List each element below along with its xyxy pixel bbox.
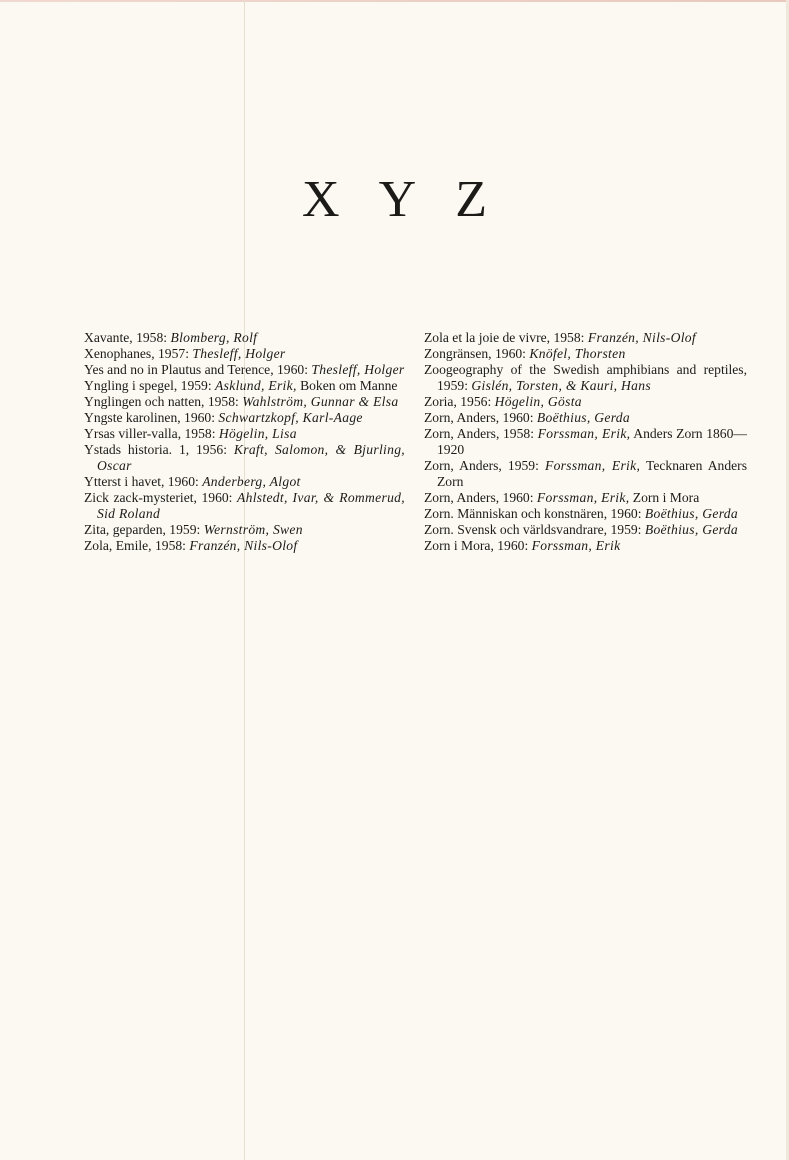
entry-title: Zongränsen, 1960 bbox=[424, 346, 523, 361]
index-entry: Zola, Emile, 1958: Franzén, Nils-Olof bbox=[84, 538, 298, 553]
index-entry: Zoria, 1956: Högelin, Gösta bbox=[424, 394, 582, 409]
entry-author: Wahlström, Gunnar & Elsa bbox=[242, 394, 399, 409]
entry-author: Boëthius, Gerda bbox=[644, 522, 738, 537]
entry-title: Xenophanes, 1957 bbox=[84, 346, 186, 361]
index-entry: Ytterst i havet, 1960: Anderberg, Algot bbox=[84, 474, 301, 489]
entry-author: Boëthius, Gerda bbox=[644, 506, 738, 521]
section-heading: X Y Z bbox=[301, 171, 501, 228]
entry-title: Zorn, Anders, 1960 bbox=[424, 410, 530, 425]
index-entry: Zita, geparden, 1959: Wernström, Swen bbox=[84, 522, 303, 537]
entry-author: Högelin, Lisa bbox=[218, 426, 297, 441]
entry-title: Zorn i Mora, 1960 bbox=[424, 538, 525, 553]
entry-title: Xavante, 1958 bbox=[84, 330, 164, 345]
index-entry: Yngste karolinen, 1960: Schwartzkopf, Karl-Aage bbox=[84, 410, 363, 425]
entry-author: Knöfel, Thorsten bbox=[529, 346, 626, 361]
entry-title: Ystads historia. 1, 1956 bbox=[84, 442, 224, 457]
entry-author: Forssman, Erik, bbox=[537, 426, 631, 441]
index-entry: Yngling i spegel, 1959: Asklund, Erik, Boken om Manne bbox=[84, 378, 398, 393]
entry-title: Zorn, Anders, 1960 bbox=[424, 490, 530, 505]
index-entry: Zola et la joie de vivre, 1958: Franzén, Nils-Olof bbox=[424, 330, 696, 345]
entry-author: Franzén, Nils-Olof bbox=[587, 330, 696, 345]
entry-author: Forssman, Erik, bbox=[544, 458, 641, 473]
entry-author: Boëthius, Gerda bbox=[536, 410, 631, 425]
index-entry: Zorn i Mora, 1960: Forssman, Erik bbox=[424, 538, 621, 553]
entry-author: Thesleff, Holger bbox=[192, 346, 286, 361]
entry-title: Zoogeography of the Swedish amphibians and reptiles, 1959 bbox=[424, 362, 747, 393]
entry-title: Zola et la joie de vivre, 1958 bbox=[424, 330, 581, 345]
entry-title: Yrsas viller-valla, 1958 bbox=[84, 426, 212, 441]
entry-note: Boken om Manne bbox=[300, 378, 398, 393]
index-entry: Yes and no in Plautus and Terence, 1960: Thesleff, Holger bbox=[84, 362, 405, 377]
entry-title: Zick zack-mysteriet, 1960 bbox=[84, 490, 229, 505]
entry-note: Anders Zorn 1860—1920 bbox=[437, 426, 747, 457]
entry-title: Zola, Emile, 1958 bbox=[84, 538, 183, 553]
index-entry: Ystads historia. 1, 1956: Kraft, Salomon, & Bjurling, Oscar bbox=[84, 442, 405, 473]
entry-title: Zorn, Anders, 1958 bbox=[424, 426, 531, 441]
entry-author: Kraft, Salomon, & Bjurling, Oscar bbox=[97, 442, 405, 473]
entry-author: Forssman, Erik bbox=[531, 538, 621, 553]
entry-title: Yngste karolinen, 1960 bbox=[84, 410, 212, 425]
index-entry: Zorn. Svensk och världsvandrare, 1959: Boëthius, Gerda bbox=[424, 522, 738, 537]
index-entry: Xavante, 1958: Blomberg, Rolf bbox=[84, 330, 258, 345]
entry-author: Anderberg, Algot bbox=[202, 474, 301, 489]
entry-author: Blomberg, Rolf bbox=[170, 330, 258, 345]
entry-author: Forssman, Erik, bbox=[536, 490, 630, 505]
entry-title: Ynglingen och natten, 1958 bbox=[84, 394, 236, 409]
index-entry: Zorn, Anders, 1959: Forssman, Erik, Tecknaren Anders Zorn bbox=[424, 458, 747, 489]
index-column-left bbox=[84, 330, 405, 554]
entry-title: Ytterst i havet, 1960 bbox=[84, 474, 195, 489]
entry-note: Zorn i Mora bbox=[632, 490, 700, 505]
entry-title: Yes and no in Plautus and Terence, 1960 bbox=[84, 362, 305, 377]
entry-author: Ahlstedt, Ivar, & Rommerud, Sid Roland bbox=[97, 490, 405, 521]
index-entry: Zongränsen, 1960: Knöfel, Thorsten bbox=[424, 346, 626, 361]
index-entry: Zorn, Anders, 1960: Boëthius, Gerda bbox=[424, 410, 631, 425]
entry-title: Zorn. Svensk och världsvandrare, 1959 bbox=[424, 522, 638, 537]
entry-author: Gislén, Torsten, & Kauri, Hans bbox=[471, 378, 651, 393]
index-entry: Xenophanes, 1957: Thesleff, Holger bbox=[84, 346, 286, 361]
index-entry: Ynglingen och natten, 1958: Wahlström, Gunnar & Elsa bbox=[84, 394, 399, 409]
entry-title: Yngling i spegel, 1959 bbox=[84, 378, 208, 393]
page-edge-top bbox=[0, 0, 789, 2]
entry-title: Zita, geparden, 1959 bbox=[84, 522, 197, 537]
index-entry: Zick zack-mysteriet, 1960: Ahlstedt, Ivar, & Rommerud, Sid Roland bbox=[84, 490, 405, 521]
entry-title: Zorn. Människan och konstnären, 1960 bbox=[424, 506, 638, 521]
index-entry: Zoogeography of the Swedish amphibians and reptiles, 1959: Gislén, Torsten, & Kauri, Hans bbox=[424, 362, 747, 393]
index-entry: Zorn, Anders, 1958: Forssman, Erik, Anders Zorn 1860—1920 bbox=[424, 426, 747, 457]
index-column-right bbox=[424, 330, 747, 554]
entry-author: Thesleff, Holger bbox=[311, 362, 405, 377]
entry-author: Asklund, Erik, bbox=[215, 378, 297, 393]
entry-author: Högelin, Gösta bbox=[494, 394, 582, 409]
index-entry: Zorn, Anders, 1960: Forssman, Erik, Zorn i Mora bbox=[424, 490, 700, 505]
entry-author: Wernström, Swen bbox=[203, 522, 303, 537]
entry-author: Franzén, Nils-Olof bbox=[189, 538, 298, 553]
entry-note: Tecknaren Anders Zorn bbox=[437, 458, 747, 489]
index-entry: Zorn. Människan och konstnären, 1960: Boëthius, Gerda bbox=[424, 506, 738, 521]
entry-title: Zorn, Anders, 1959 bbox=[424, 458, 536, 473]
entry-author: Schwartzkopf, Karl-Aage bbox=[218, 410, 363, 425]
entry-title: Zoria, 1956 bbox=[424, 394, 488, 409]
index-entry: Yrsas viller-valla, 1958: Högelin, Lisa bbox=[84, 426, 297, 441]
